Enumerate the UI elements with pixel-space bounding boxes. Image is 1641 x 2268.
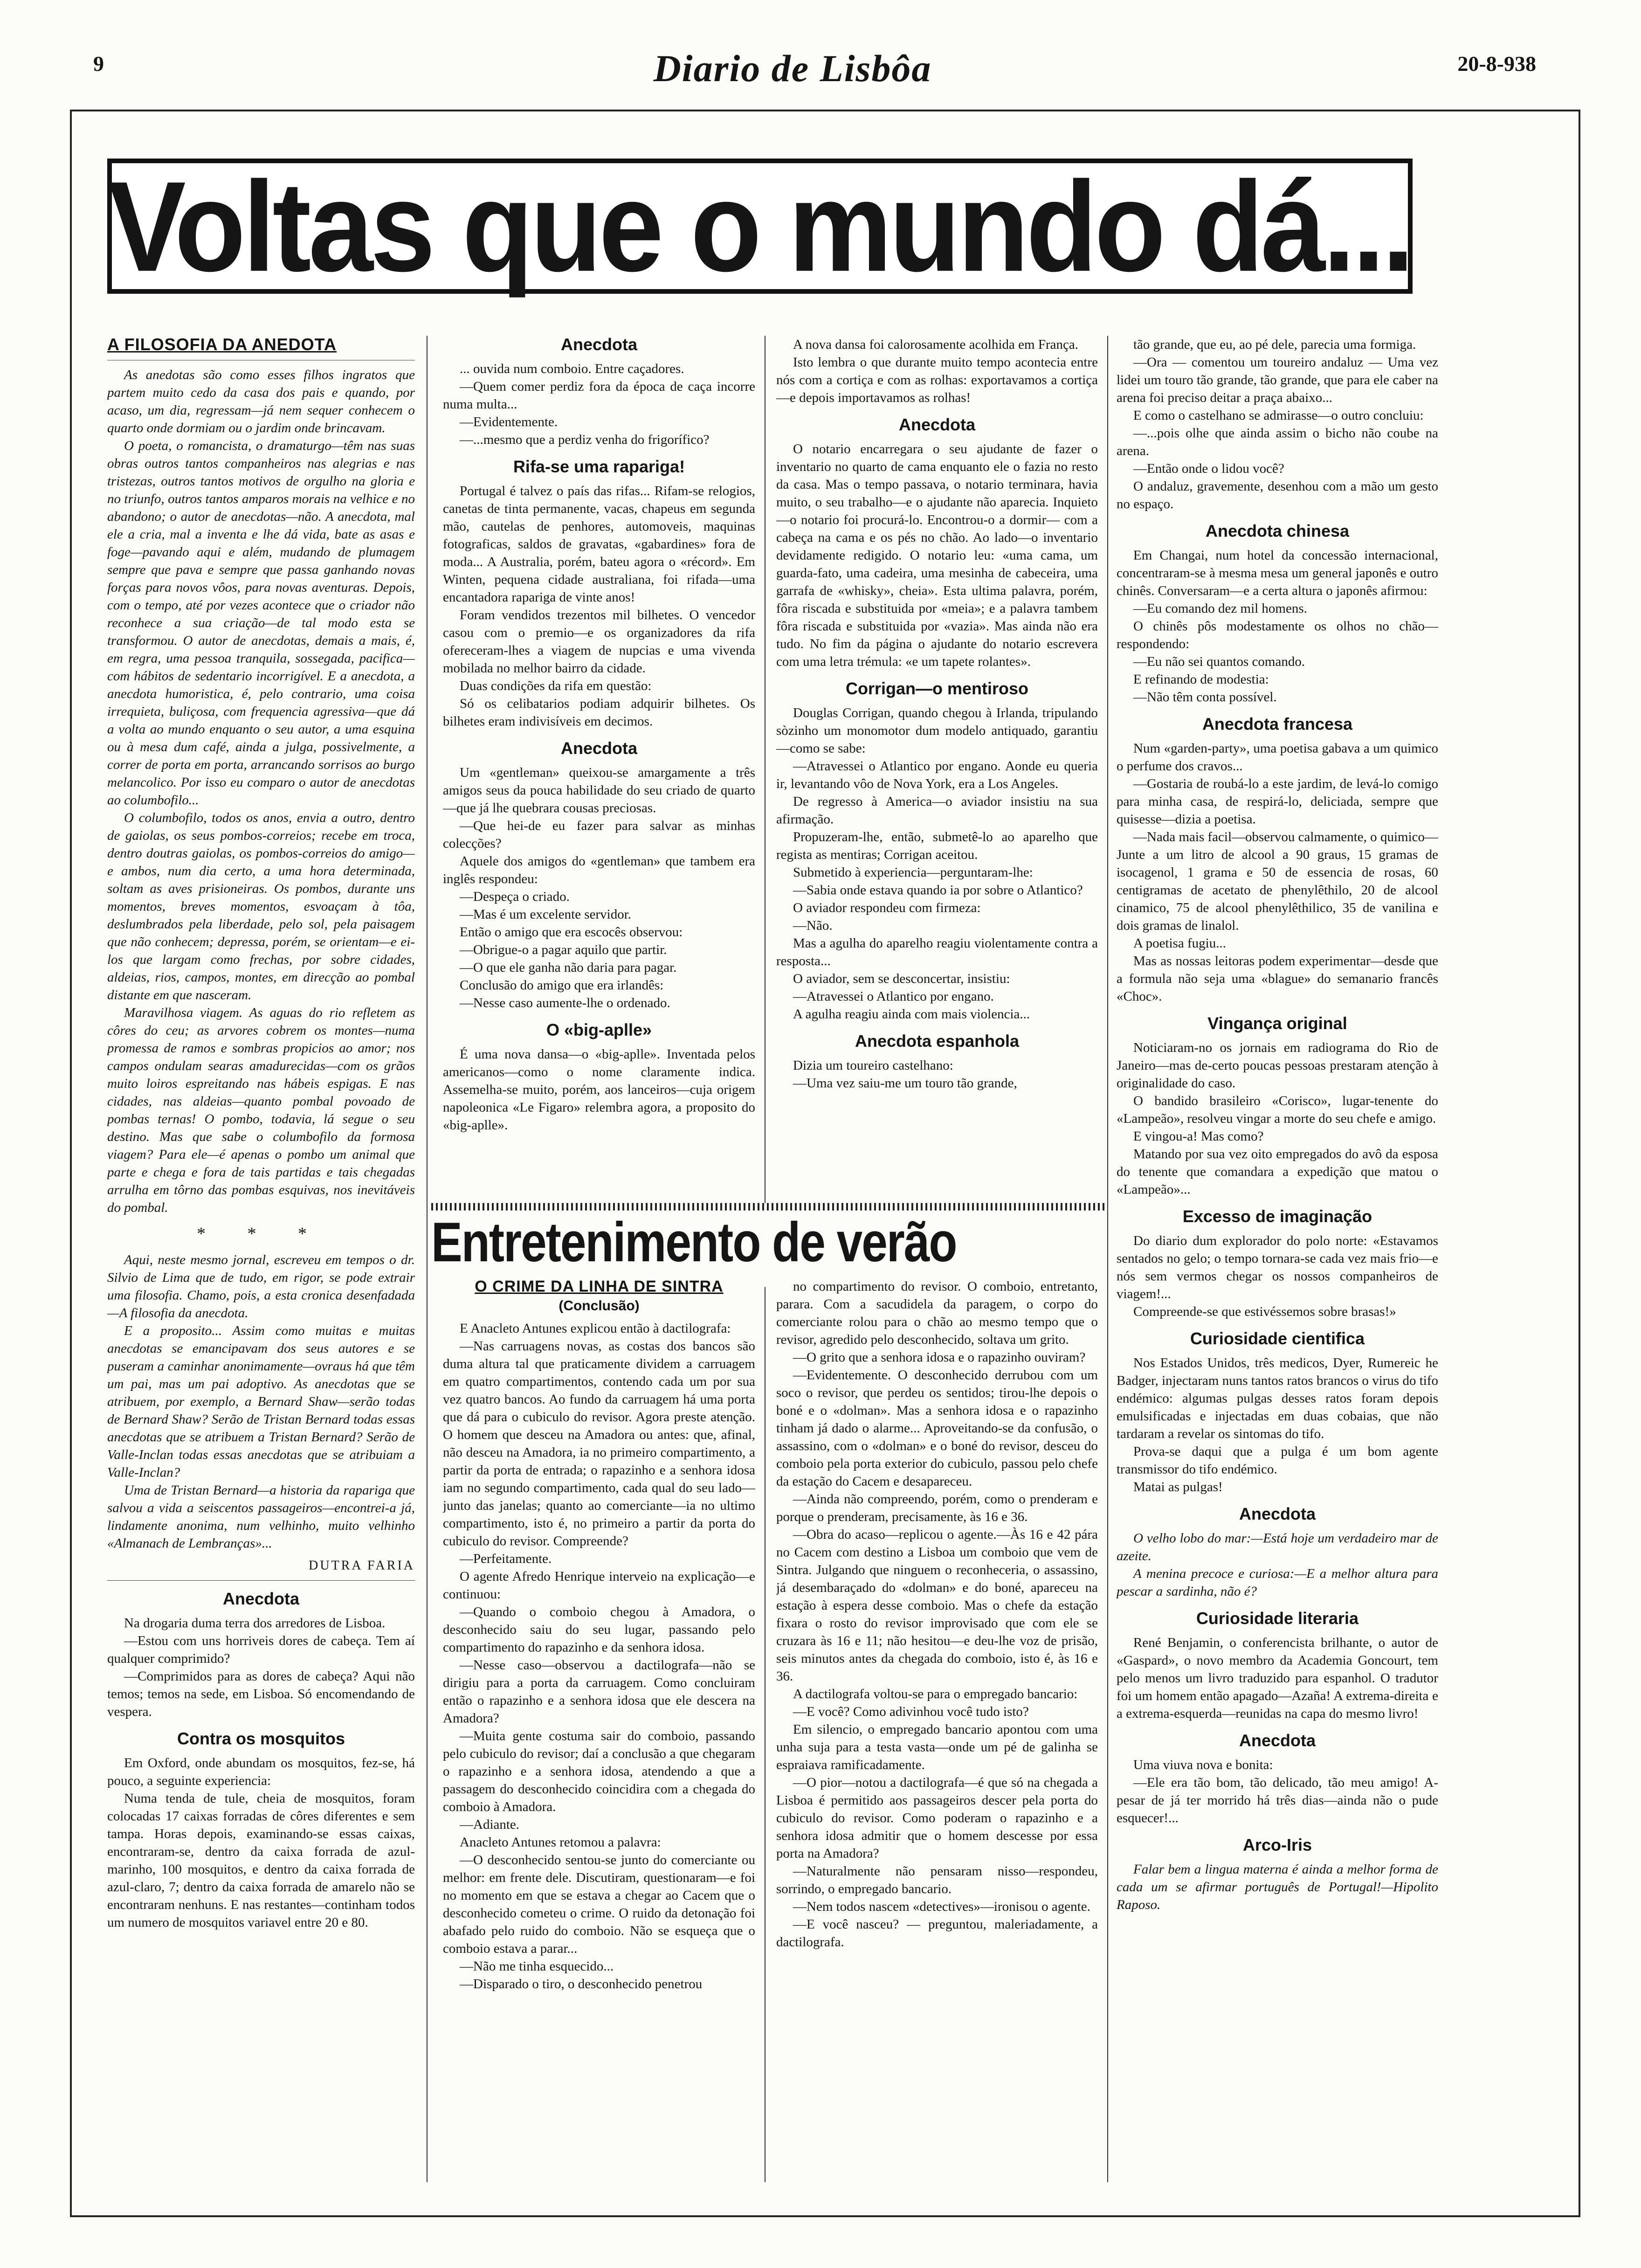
- section-heading: Excesso de imaginação: [1182, 1207, 1372, 1226]
- paragraph: E refinando de modestia:: [1133, 672, 1269, 687]
- masthead: Diario de Lisbôa: [653, 47, 932, 90]
- paragraph: —Atravessei o Atlantico por engano. Aonde eu queria ir, levantando vôo de Nova York, era a Los Angeles.: [776, 759, 1098, 791]
- paragraph: Num «garden-party», uma poetisa gabava a um quimico o perfume dos cravos...: [1117, 741, 1438, 774]
- column-rule: [1107, 336, 1108, 2182]
- section-heading: O «big-aplle»: [546, 1020, 652, 1039]
- issue-date: 20-8-938: [1457, 52, 1536, 76]
- paragraph: Falar bem a lingua materna é ainda a melhor forma de cada um se afirmar português de Portugal!—Hipolito Raposo.: [1117, 1862, 1438, 1912]
- paragraph: Matando por sua vez oito empregados do avô da esposa do tenente que comandara a expedição que matou o «Lampeão»...: [1117, 1147, 1438, 1197]
- paragraph: É uma nova dansa—o «big-aplle». Inventada pelos americanos—como o nome claramente indica. Assemelha-se muito, porém, aos lanceiros—cuja origem napoleonica «Le Figaro» relembra agora, a proposito do «big-aplle».: [443, 1047, 755, 1133]
- section-heading: Curiosidade cientifica: [1190, 1329, 1365, 1348]
- paragraph: —Eu comando dez mil homens.: [1133, 601, 1307, 616]
- paragraph: —Mas é um excelente servidor.: [460, 907, 632, 922]
- paragraph: ... ouvida num comboio. Entre caçadores.: [460, 361, 684, 376]
- paragraph: —...mesmo que a perdiz venha do frigorífico?: [460, 432, 710, 447]
- paragraph: Uma viuva nova e bonita:: [1133, 1757, 1273, 1772]
- paragraph: Dizia um toureiro castelhano:: [793, 1058, 953, 1073]
- paragraph: A poetisa fugiu...: [1133, 936, 1226, 951]
- paragraph: —Eu não sei quantos comando.: [1133, 654, 1305, 669]
- banner: [107, 154, 1413, 298]
- paragraph: Do diario dum explorador do polo norte: «Estavamos sentados no gelo; o tempo tornara-se cada vez mais frio—e nós sem vermos chegar os nossos companheiros de viagem!...: [1117, 1233, 1438, 1301]
- paragraph: As anedotas são como esses filhos ingratos que partem muito cedo da casa dos pais e quando, por acaso, um dia, regressam—já nem sequer conhecem o quarto onde dormiam ou o jardim onde brincavam.: [107, 367, 415, 436]
- paragraph: —Nada mais facil—observou calmamente, o quimico—Junte a um litro de alcool a 90 graus, 15 gramas de isocagenol, 1 grama e 50 de essencia de rosas, 60 centigramas de acetato de phenylêthilo, 20 de alcool cinamico, 75 de alcool phenylêthilico, 35 de vanilina e dois gramas de linalol.: [1117, 830, 1438, 933]
- author-signature: DUTRA FARIA: [309, 1558, 415, 1573]
- section-banner-title: Entretenimento de verão: [431, 1211, 957, 1274]
- paragraph: Aquele dos amigos do «gentleman» que tambem era inglês respondeu:: [443, 854, 755, 886]
- paragraph: —E você? Como adivinhou você tudo isto?: [793, 1704, 1029, 1719]
- paragraph: Mas as nossas leitoras podem experimentar—desde que a formula não seja uma «blague» do semanario francês «Choc».: [1117, 954, 1438, 1004]
- paragraph: O poeta, o romancista, o dramaturgo—têm nas suas obras outros tantos companheiros nas alegrias e nas tristezas, outros tantos motivos de orgulho na gloria e no triunfo, outros tantos amparos morais na velhice e no abandono; o autor de anecdotas—não. A anecdota, mal ele a cria, mal a inventa e lhe dá vida, bate as asas e foge—pavando aqui e além, mudando de plumagem sempre que pava e sempre que passa ganhando novas forças para novos vôos, para novas aventuras. Depois, com o tempo, até por vezes acontece que o criador não reconhece a sua criação—de tal modo esta se transformou. O autor de anecdotas, demais a mais, é, em regra, uma pessoa tranquila, sossegada, pacifica—com hábitos de sedentario incorrigível. E a anecdota, a anecdota humoristica, é, pelo contrario, uma coisa irrequieta, buliçosa, com frequencia agressiva—que dá a volta ao mundo enquanto o seu autor, a uma esquina ou à mesa dum café, ainda a julga, possivelmente, a correr de porta em porta, arrancando sorrisos ao burgo melancolico. Por isso eu comparo o autor de anecdotas ao columbofilo...: [107, 438, 415, 808]
- paragraph: Em Oxford, onde abundam os mosquitos, fez-se, há pouco, a seguinte experiencia:: [107, 1756, 415, 1788]
- paragraph: —Uma vez saiu-me um touro tão grande,: [793, 1076, 1017, 1091]
- section-heading: Rifa-se uma rapariga!: [513, 457, 685, 476]
- paragraph: —Obrigue-o a pagar aquilo que partir.: [460, 942, 667, 957]
- paragraph: Mas a agulha do aparelho reagiu violentamente contra a resposta...: [776, 936, 1098, 968]
- section-heading: Corrigan—o mentiroso: [845, 679, 1029, 698]
- paragraph: —Nesse caso—observou a dactilografa—não se dirigiu para a porta da carruagem. Como concluiram então o rapazinho e a senhora idosa que ele descera na Amadora?: [443, 1658, 755, 1726]
- page-number: 9: [93, 52, 104, 76]
- paragraph: Douglas Corrigan, quando chegou à Irlanda, tripulando sòzinho um monomotor dum modelo antiquado, garantiu—como se sabe:: [776, 705, 1098, 756]
- section-heading: Anecdota: [222, 1589, 300, 1608]
- column-2: [443, 336, 755, 1194]
- paragraph: Noticiaram-no os jornais em radiograma do Rio de Janeiro—mas de-certo poucas pessoas prestaram atenção à originalidade do caso.: [1117, 1040, 1438, 1091]
- story-subtitle: (Conclusão): [558, 1298, 640, 1314]
- section-heading: Arco-Iris: [1242, 1835, 1312, 1854]
- column-4: [1117, 336, 1438, 2182]
- paragraph: —Comprimidos para as dores de cabeça? Aqui não temos; temos na sede, em Lisboa. Só encomendando de vespera.: [107, 1669, 415, 1719]
- paragraph: —Nesse caso aumente-lhe o ordenado.: [460, 996, 670, 1010]
- paragraph: A dactilografa voltou-se para o empregado bancario:: [793, 1687, 1078, 1701]
- paragraph: Só os celibatarios podiam adquirir bilhetes. Os bilhetes eram indivisíveis em decimos.: [443, 696, 755, 729]
- paragraph: —Evidentemente.: [460, 415, 558, 429]
- paragraph: Em Changai, num hotel da concessão internacional, concentraram-se à mesma mesa um general japonês e outro chinês. Conversaram—e a certa altura o japonês afirmou:: [1117, 548, 1438, 598]
- paragraph: Matai as pulgas!: [1133, 1480, 1223, 1494]
- paragraph: De regresso à America—o aviador insistiu na sua afirmação.: [776, 794, 1098, 827]
- paragraph: O andaluz, gravemente, desenhou com a mão um gesto no espaço.: [1117, 479, 1438, 512]
- section-heading: Anecdota: [1239, 1504, 1316, 1523]
- paragraph: Maravilhosa viagem. As aguas do rio refletem as côres do ceu; as arvores cobrem os montes—numa promessa de ramos e sombras propicios ao amor; nos campos ondulam searas amadurecidas—com os grãos muito loiros espreitando nas hábeis espigas. E nas cidades, nas aldeias—quanto pombal povoado de pombas ternas! O pombo, todavia, lá segue o seu destino. Mas que sabe o columbofilo da formosa viagem? Para ele—é apenas o pombo um animal que parte e chega e fora de tais partidas e tais chegadas arrulha em tôrno das pombas esquivas, nos inevitáveis do pombal.: [107, 1005, 415, 1215]
- section-heading: Anecdota espanhola: [855, 1031, 1020, 1051]
- paragraph: Então o amigo que era escocês observou:: [460, 925, 683, 940]
- paragraph: —Ainda não compreendo, porém, como o prenderam e porque o prenderam, precisamente, às 16 e 36.: [776, 1492, 1098, 1524]
- section-stars: * * *: [197, 1224, 325, 1244]
- paragraph: —Despeça o criado.: [460, 889, 570, 904]
- section-heading: Anecdota: [560, 336, 638, 354]
- paragraph: —Quem comer perdiz fora da época de caça incorre numa multa...: [443, 379, 755, 412]
- story-title: O CRIME DA LINHA DE SINTRA: [475, 1278, 724, 1295]
- section-heading: Contra os mosquitos: [177, 1729, 345, 1748]
- paragraph: —Obra do acaso—replicou o agente.—Às 16 e 42 pára no Cacem com destino a Lisboa um comboio que vem de Sintra. Julgando que ninguem o reconheceria, o assassino, já desembaraçado do «dolman» e do boné, apareceu na estação à espera desse comboio. Mas o chefe da estação fixara o rosto do revisor improvisado que com ele se cruzara às 16 e 11; não hesitou—e deu-lhe voz de prisão, seis minutos antes da chegada do comboio, isto é, às 16 e 36.: [776, 1527, 1098, 1684]
- paragraph: —Não me tinha esquecido...: [460, 1959, 614, 1974]
- paragraph: —...pois olhe que ainda assim o bicho não coube na arena.: [1117, 426, 1438, 458]
- entretenimento-column-b: [776, 1278, 1098, 2182]
- paragraph: Na drogaria duma terra dos arredores de Lisboa.: [124, 1616, 386, 1631]
- paragraph: —Perfeitamente.: [460, 1551, 552, 1566]
- paragraph: Numa tenda de tule, cheia de mosquitos, foram colocadas 17 caixas forradas de côres diferentes e sem tampa. Horas depois, examinando-se essas caixas, encontraram-se, dentro da caixa forrada de azul-marinho, 100 mosquitos, e dentro da caixa forrada de azul-claro, 7; dentro da caixa forrada de amarelo não se encontraram nenhuns. E nas restantes—continham todos um numero de mosquitos variavel entre 20 e 80.: [107, 1791, 415, 1930]
- paragraph: O velho lobo do mar:—Está hoje um verdadeiro mar de azeite.: [1117, 1531, 1438, 1563]
- paragraph: —Nas carruagens novas, as costas dos bancos são duma altura tal que praticamente dividem a carruagem em quatro compartimentos, contendo cada um por sua vez quatro bancos. Ao fundo da carruagem há uma porta que dá para o cubiculo do revisor. Agora preste atenção. O homem que desceu na Amadora ou antes: que, afinal, não desceu na Amadora, ia no primeiro compartimento, a partir da porta de entrada; o rapazinho e a senhora idosa iam no segundo compartimento, cada qual do seu lado—junto das janelas; quanto ao comerciante—ia no ultimo compartimento, isto é, no primeiro a partir da porta do cubiculo do revisor. Compreende?: [443, 1339, 755, 1549]
- paragraph: Nos Estados Unidos, três medicos, Dyer, Rumereic he Badger, injectaram nuns tantos ratos brancos o virus do tifo endémico: algumas pulgas desses ratos foram depois emulsificadas e injectadas em duas cobaias, que não tardaram a revelar os sintomas do tifo.: [1117, 1355, 1438, 1441]
- paragraph: —Naturalmente não pensaram nisso—respondeu, sorrindo, o empregado bancario.: [776, 1864, 1098, 1896]
- paragraph: Isto lembra o que durante muito tempo acontecia entre nós com a cortiça e com as rolhas: exportavamos a cortiça—e depois importavamos as rolhas!: [776, 355, 1098, 405]
- section-heading: Vingança original: [1207, 1014, 1347, 1033]
- paragraph: —Então onde o lidou você?: [1133, 461, 1284, 476]
- paragraph: A menina precoce e curiosa:—E a melhor altura para pescar a sardinha, não é?: [1117, 1566, 1438, 1599]
- paragraph: O notario encarregara o seu ajudante de fazer o inventario no quarto de cama enquanto ele o fazia no resto da casa. Mas o tempo passava, o notario terminara, havia muito, o seu trabalho—e o ajudante não aparecia. Inquieto—o notario foi procurá-lo. Encontrou-o a dormir— com a cabeça na cama e os pés no chão. Ao lado—o inventario devidamente redigido. O notario leu: «uma cama, um guarda-fato, uma cadeira, uma mesinha de cabeceira, uma garrafa de «whisky», cheia». Esta ultima palavra, porém, fôra riscada e substituida por «meia»; e a palavra tambem fôra riscada e substituida por «vazia». Mas ainda não era tudo. No fim da página o ajudante do notario escrevera com uma letra trémula: «e um tapete rolantes».: [776, 442, 1098, 669]
- paragraph: Duas condições da rifa em questão:: [460, 678, 652, 693]
- paragraph: Prova-se daqui que a pulga é um bom agente transmissor do tifo endémico.: [1117, 1444, 1438, 1477]
- paragraph: E vingou-a! Mas como?: [1133, 1129, 1264, 1144]
- paragraph: —Estou com uns horriveis dores de cabeça. Tem aí qualquer comprimido?: [107, 1633, 415, 1666]
- article-heading: A FILOSOFIA DA ANEDOTA: [107, 336, 337, 354]
- paragraph: E Anacleto Antunes explicou então à dactilografa:: [460, 1321, 731, 1336]
- paragraph: A agulha reagiu ainda com mais violencia...: [793, 1007, 1030, 1022]
- paragraph: Um «gentleman» queixou-se amargamente a três amigos seus da pouca habilidade do seu criado de quarto—que já lhe quebrara cousas preciosas.: [443, 765, 755, 816]
- paragraph: —Sabia onde estava quando ia por sobre o Atlantico?: [793, 883, 1083, 898]
- paragraph: Compreende-se que estivéssemos sobre brasas!»: [1133, 1304, 1396, 1319]
- paragraph: —Não têm conta possível.: [1133, 690, 1277, 705]
- hatch-rule: [431, 1203, 1107, 1210]
- paragraph: —O pior—notou a dactilografa—é que só na chegada a Lisboa é permitido aos passageiros descer pela porta do cubiculo do revisor. Como poderam o rapazinho e a senhora idosa admitir que o homem descesse por essa porta na Amadora?: [776, 1775, 1098, 1861]
- paragraph: Anacleto Antunes retomou a palavra:: [460, 1835, 661, 1850]
- paragraph: Aqui, neste mesmo jornal, escreveu em tempos o dr. Silvio de Lima que de tudo, em rigor, se pode extrair uma filosofia. Chamo, pois, a esta cronica desenfadada—A filosofia da anecdota.: [107, 1252, 415, 1321]
- section-heading: Anecdota chinesa: [1205, 521, 1350, 540]
- paragraph: —Muita gente costuma sair do comboio, passando pelo cubiculo do revisor; daí a conclusão a que chegaram o rapazinho e a senhora idosa, atendendo a que a passagem do desconhecido coincidira com a chegada do comboio à Amadora.: [443, 1729, 755, 1814]
- paragraph: O columbofilo, todos os anos, envia a outro, dentro de gaiolas, os seus pombos-correios; recebe em troca, dentro doutras gaiolas, os pombos-correios do amigo—e ambos, num dia certo, a uma hora determinada, soltam as aves prisioneiras. Os pombos, durante uns momentos, breves momentos, esvoaçam à tôa, deslumbrados pela liberdade, pelo sol, pela paisagem que não conhecem; depressa, porém, se orientam—e ei-los que largam como frechas, por sobre cidades, aldeias, rios, campos, montes, em direcção ao pombal distante em que nasceram.: [107, 810, 415, 1003]
- section-heading: Curiosidade literaria: [1196, 1609, 1359, 1628]
- paragraph: —Não.: [793, 918, 833, 933]
- paragraph: O aviador, sem se desconcertar, insistiu:: [793, 971, 1010, 986]
- paragraph: René Benjamin, o conferencista brilhante, o autor de «Gaspard», o novo membro da Academia Goncourt, tem pelo menos um livro traduzido para espanhol. O tradutor foi um homem então apagado—Azaña! A extrema-direita e a extrema-esquerda—reunidas na capa do mesmo livro!: [1117, 1635, 1438, 1721]
- paragraph: O bandido brasileiro «Corisco», lugar-tenente do «Lampeão», resolveu vingar a morte do seu chefe e amigo.: [1117, 1093, 1438, 1126]
- paragraph: no compartimento do revisor. O comboio, entretanto, parara. Com a sacudidela da paragem, o corpo do comerciante rolou para o chão ao mesmo tempo que o revisor, agredido pelo desconhecido, soltava um grito.: [776, 1279, 1098, 1347]
- paragraph: —E você nasceu? — preguntou, maleriadamente, a dactilografa.: [776, 1917, 1098, 1950]
- paragraph: O aviador respondeu com firmeza:: [793, 900, 981, 915]
- paragraph: —O desconhecido sentou-se junto do comerciante ou melhor: em frente dele. Discutiram, questionaram—e foi no momento em que se estava a chegar ao Cacem que o desconhecido cometeu o crime. O ruido da detonação foi abafado pelo ruido do comboio. Não se esqueça que o comboio estava a parar...: [443, 1853, 755, 1956]
- paragraph: Em silencio, o empregado bancario apontou com uma unha suja para a testa vasta—onde um pé de galinha se espraiava ramificadamente.: [776, 1722, 1098, 1772]
- paragraph: E como o castelhano se admirasse—o outro concluiu:: [1133, 408, 1424, 423]
- paragraph: Foram vendidos trezentos mil bilhetes. O vencedor casou com o premio—e os organizadores da rifa ofereceram-lhes a viagem de nupcias e uma vivenda mobilada no melhor bairro da cidade.: [443, 608, 755, 676]
- paragraph: tão grande, que eu, ao pé dele, parecia uma formiga.: [1133, 337, 1416, 352]
- paragraph: —Nem todos nascem «detectives»—ironisou o agente.: [793, 1899, 1090, 1914]
- paragraph: —Atravessei o Atlantico por engano.: [793, 989, 994, 1004]
- paragraph: —Gostaria de roubá-lo a este jardim, de levá-lo comigo para minha casa, de respirá-lo, deliciada, sempre que quisesse—dizia a poetisa.: [1117, 776, 1438, 827]
- column-1: [107, 336, 415, 2182]
- section-heading: Anecdota: [1239, 1731, 1316, 1750]
- paragraph: A nova dansa foi calorosamente acolhida em França.: [793, 337, 1078, 352]
- paragraph: —Que hei-de eu fazer para salvar as minhas colecções?: [443, 818, 755, 851]
- section-banner: [431, 1203, 1107, 1274]
- section-heading: Anecdota: [560, 739, 638, 758]
- entretenimento-column-a: [443, 1278, 755, 2182]
- paragraph: —Adiante.: [460, 1817, 520, 1832]
- paragraph: —Disparado o tiro, o desconhecido penetrou: [460, 1977, 703, 1991]
- paragraph: —O grito que a senhora idosa e o rapazinho ouviram?: [793, 1350, 1086, 1365]
- section-heading: Anecdota: [898, 415, 976, 434]
- paragraph: —O que ele ganha não daria para pagar.: [460, 960, 677, 975]
- section-heading: Anecdota francesa: [1202, 714, 1353, 733]
- paragraph: Portugal é talvez o país das rifas... Rifam-se relogios, canetas de tinta permanente, vacas, chapeus em segunda mão, cautelas de penhores, automoveis, maquinas fotograficas, saldos de gravatas, «gabardines» fora de moda... A Australia, porém, bateu agora o «récord». Em Winten, pequena cidade australiana, foi rifada—uma encantadora rapariga de vinte anos!: [443, 484, 755, 605]
- paragraph: E a proposito... Assim como muitas e muitas anecdotas se emancipavam dos seus autores e se puseram a caminhar anonimamente—ovraus há que têm um pai, mas um pai adoptivo. As anecdotas que se atribuem, por exemplo, a Bernard Shaw—serão todas de Bernard Shaw? Serão de Tristan Bernard todas essas anecdotas que se atribuem a Tristan Bernard? Serão de Valle-Inclan todas essas anecdotas que se atribuiam a Valle-Inclan?: [107, 1323, 415, 1480]
- column-3: [776, 336, 1098, 1194]
- paragraph: O agente Afredo Henrique interveio na explicação—e continuou:: [443, 1569, 755, 1602]
- paragraph: Propuzeram-lhe, então, submetê-lo ao aparelho que regista as mentiras; Corrigan aceitou.: [776, 830, 1098, 862]
- divider: [107, 1580, 415, 1581]
- paragraph: Submetido à experiencia—perguntaram-lhe:: [793, 865, 1033, 880]
- paragraph: —Evidentemente. O desconhecido derrubou com um soco o revisor, que perdeu os sentidos; tirou-lhe depois o boné e o «dolman». Mas a senhora idosa e o rapazinho tinham já dado o alarme... Aproveitando-se da confusão, o assassino, com o «dolman» e o boné do revisor, desceu do comboio pela porta exterior do cubiculo, passou pelo chefe da estação do Cacem e desapareceu.: [776, 1368, 1098, 1489]
- paragraph: —Ele era tão bom, tão delicado, tão meu amigo! A-pesar de já ter morrido há três dias—ainda não o pude esquecer!...: [1117, 1775, 1438, 1825]
- paragraph: —Ora — comentou um toureiro andaluz — Uma vez lidei um touro tão grande, tão grande, que para ele caber na arena foi preciso deitar a praça abaixo...: [1117, 355, 1438, 405]
- paragraph: O chinês pôs modestamente os olhos no chão—respondendo:: [1117, 619, 1438, 651]
- paragraph: Uma de Tristan Bernard—a historia da rapariga que salvou a vida a seiscentos passageiros—encontrei-a já, lindamente anonima, num velhinho, muito velhinho «Almanach de Lembranças»...: [107, 1483, 415, 1551]
- paragraph: —Quando o comboio chegou à Amadora, o desconhecido saiu do seu lugar, passando pelo compartimento do rapazinho e da senhora idosa.: [443, 1604, 755, 1655]
- paragraph: Conclusão do amigo que era irlandês:: [460, 978, 664, 993]
- banner-title: Voltas que o mundo dá...: [108, 154, 1412, 298]
